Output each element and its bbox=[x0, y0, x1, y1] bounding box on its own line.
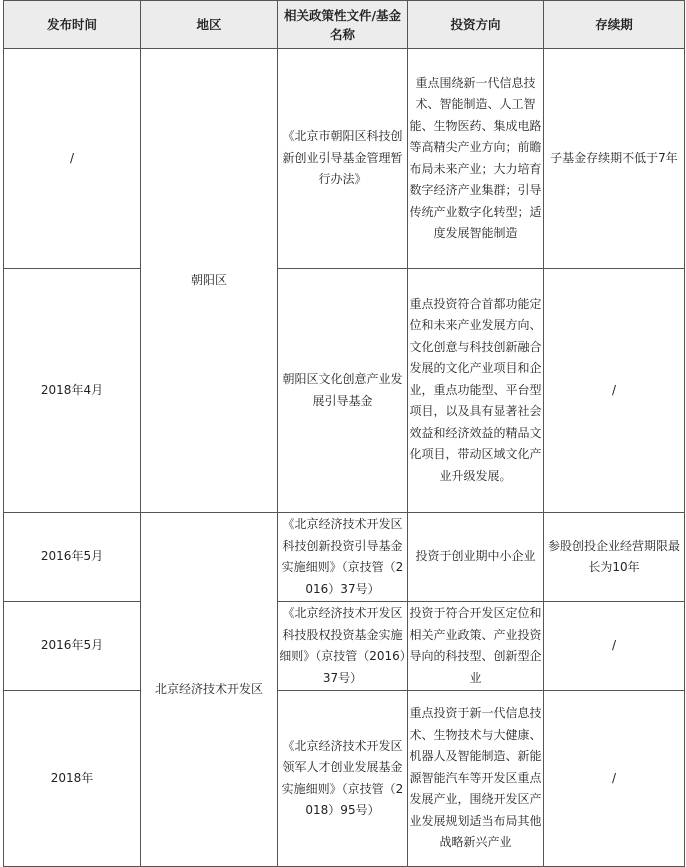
cell-time: / bbox=[4, 49, 141, 269]
cell-time: 2018年4月 bbox=[4, 269, 141, 513]
cell-doc: 《北京经济技术开发区领军人才创业发展基金实施细则》（京技管（2018）95号） bbox=[278, 691, 408, 867]
cell-doc: 朝阳区文化创意产业发展引导基金 bbox=[278, 269, 408, 513]
header-time: 发布时间 bbox=[4, 1, 141, 49]
table-row bbox=[4, 691, 685, 867]
cell-direction: 重点投资符合首都功能定位和未来产业发展方向、文化创意与科技创新融合发展的文化产业项目和企业，重点功能型、平台型项目，以及具有显著社会效益和经济效益的精品文化项目，带动区域文化产业升级发展。 bbox=[408, 269, 544, 513]
table-row bbox=[4, 513, 685, 602]
cell-time: 2016年5月 bbox=[4, 602, 141, 691]
cell-time: 2016年5月 bbox=[4, 513, 141, 602]
cell-time: 2018年 bbox=[4, 691, 141, 867]
cell-region: 朝阳区 bbox=[141, 49, 278, 513]
cell-direction: 重点投资于新一代信息技术、生物技术与大健康、机器人及智能制造、新能源智能汽车等开发区重点发展产业，围绕开发区产业发展规划适当布局其他战略新兴产业 bbox=[408, 691, 544, 867]
cell-doc: 《北京经济技术开发区科技创新投资引导基金实施细则》（京技管（2016）37号） bbox=[278, 513, 408, 602]
header-row bbox=[4, 1, 685, 49]
table-row bbox=[4, 49, 685, 269]
cell-period: / bbox=[544, 602, 685, 691]
cell-period: / bbox=[544, 269, 685, 513]
cell-direction: 重点围绕新一代信息技术、智能制造、人工智能、生物医药、集成电路等高精尖产业方向；前瞻布局未来产业；大力培育数字经济产业集群；引导传统产业数字化转型；适度发展智能制造 bbox=[408, 49, 544, 269]
cell-doc: 《北京经济技术开发区科技股权投资基金实施细则》（京技管（2016）37号） bbox=[278, 602, 408, 691]
cell-direction: 投资于创业期中小企业 bbox=[408, 513, 544, 602]
table-row bbox=[4, 269, 685, 513]
header-region: 地区 bbox=[141, 1, 278, 49]
header-doc: 相关政策性文件/基金名称 bbox=[278, 1, 408, 49]
header-period: 存续期 bbox=[544, 1, 685, 49]
cell-doc: 《北京市朝阳区科技创新创业引导基金管理暂行办法》 bbox=[278, 49, 408, 269]
cell-period: 参股创投企业经营期限最长为10年 bbox=[544, 513, 685, 602]
cell-direction: 投资于符合开发区定位和相关产业政策、产业投资导向的科技型、创新型企业 bbox=[408, 602, 544, 691]
cell-region: 北京经济技术开发区 bbox=[141, 513, 278, 867]
cell-period: 子基金存续期不低于7年 bbox=[544, 49, 685, 269]
header-direction: 投资方向 bbox=[408, 1, 544, 49]
table-row bbox=[4, 602, 685, 691]
policy-table bbox=[3, 0, 685, 867]
cell-period: / bbox=[544, 691, 685, 867]
